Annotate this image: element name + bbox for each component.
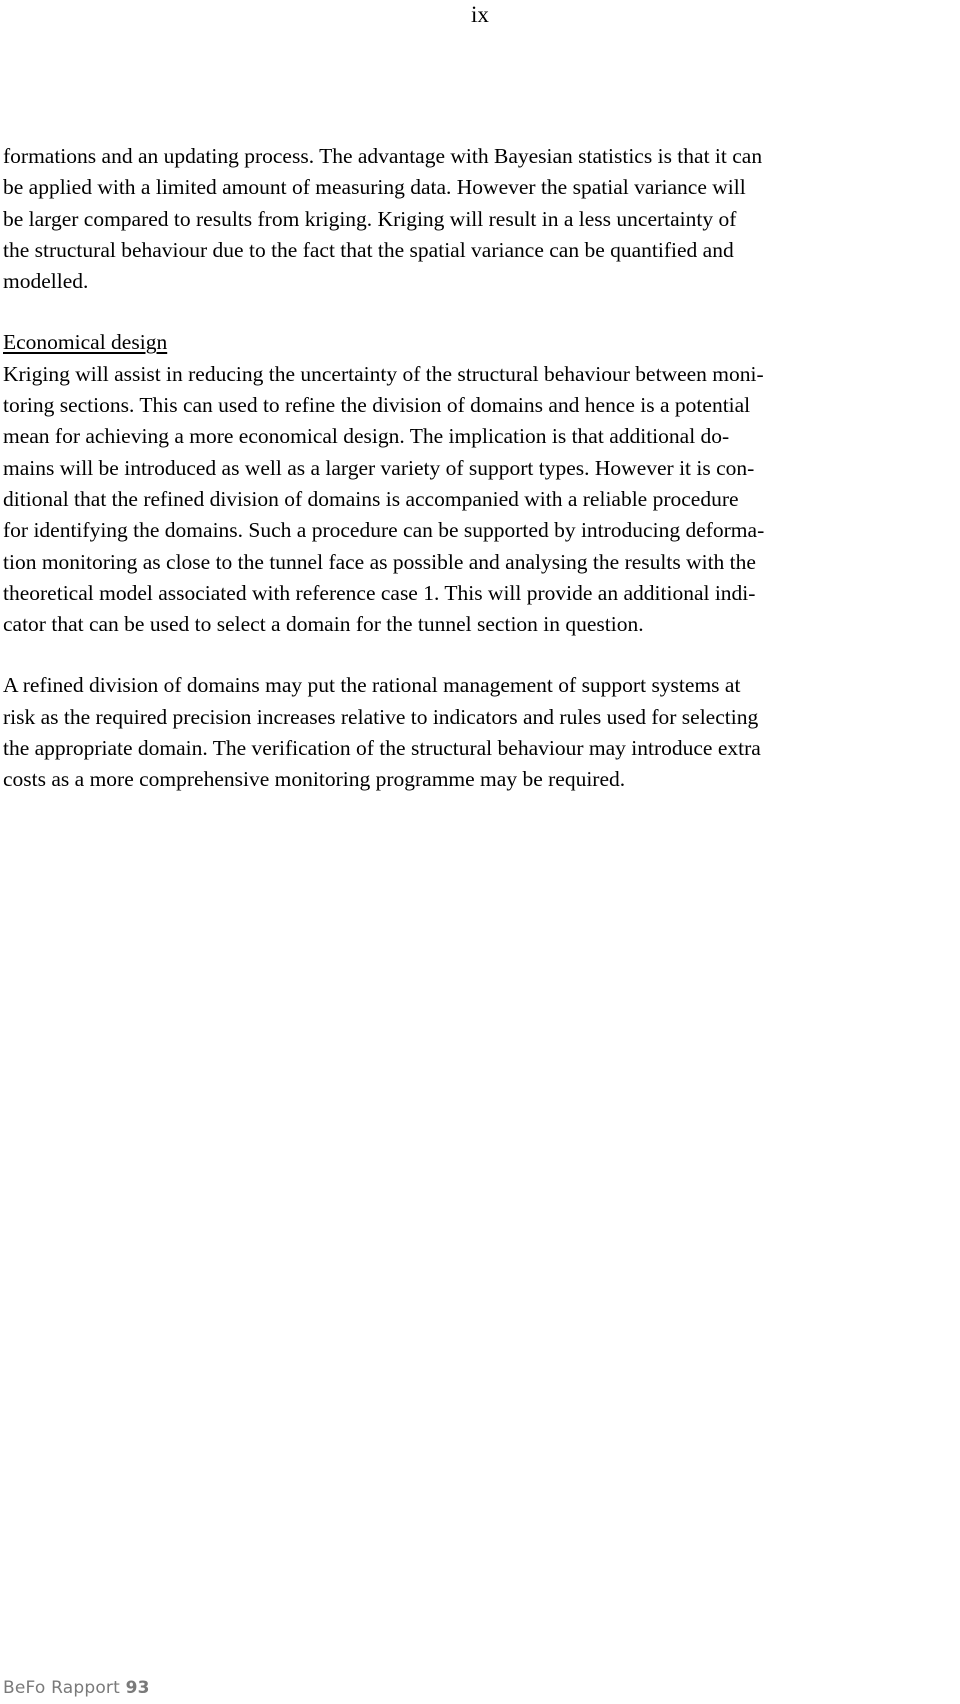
text-line: mean for achieving a more economical design. The implication is that additional do- [3,424,730,449]
report-number: 93 [125,1678,150,1698]
report-series-label: BeFo Rapport [3,1678,120,1698]
text-line: be larger compared to results from kriging. Kriging will result in a less uncertainty of [3,206,737,231]
text-line: costs as a more comprehensive monitoring programme may be required. [3,767,626,792]
text-line: mains will be introduced as well as a larger variety of support types. However it is con- [3,455,755,480]
text-line: the appropriate domain. The verification of the structural behaviour may introduce extra [3,736,761,761]
paragraph-refined-division [3,670,958,795]
page-number: ix [471,2,489,27]
text-line: formations and an updating process. The advantage with Bayesian statistics is that it can [3,144,763,168]
text-line: be applied with a limited amount of measuring data. However the spatial variance will [3,175,746,200]
text-line: A refined division of domains may put the rational management of support systems at [3,673,741,698]
text-line: Kriging will assist in reducing the uncertainty of the structural behaviour between moni- [3,361,764,386]
text-line: modelled. [3,269,89,294]
text-line: risk as the required precision increases relative to indicators and rules used for selecting [3,704,759,729]
section-heading: Economical design [3,330,168,355]
paragraph-intro [3,141,958,297]
paragraph-economical-design [3,327,958,640]
page-footer [3,1677,150,1699]
document-body [3,141,958,796]
text-line: cator that can be used to select a domain for the tunnel section in question. [3,612,644,637]
text-line: tion monitoring as close to the tunnel face as possible and analysing the results with the [3,549,756,574]
text-line: theoretical model associated with reference case 1. This will provide an additional indi- [3,580,756,605]
text-line: ditional that the refined division of domains is accompanied with a reliable procedure [3,486,739,511]
text-line: toring sections. This can used to refine the division of domains and hence is a potential [3,393,751,418]
text-line: for identifying the domains. Such a procedure can be supported by introducing deforma- [3,518,765,543]
text-line: the structural behaviour due to the fact that the spatial variance can be quantified and [3,237,734,262]
